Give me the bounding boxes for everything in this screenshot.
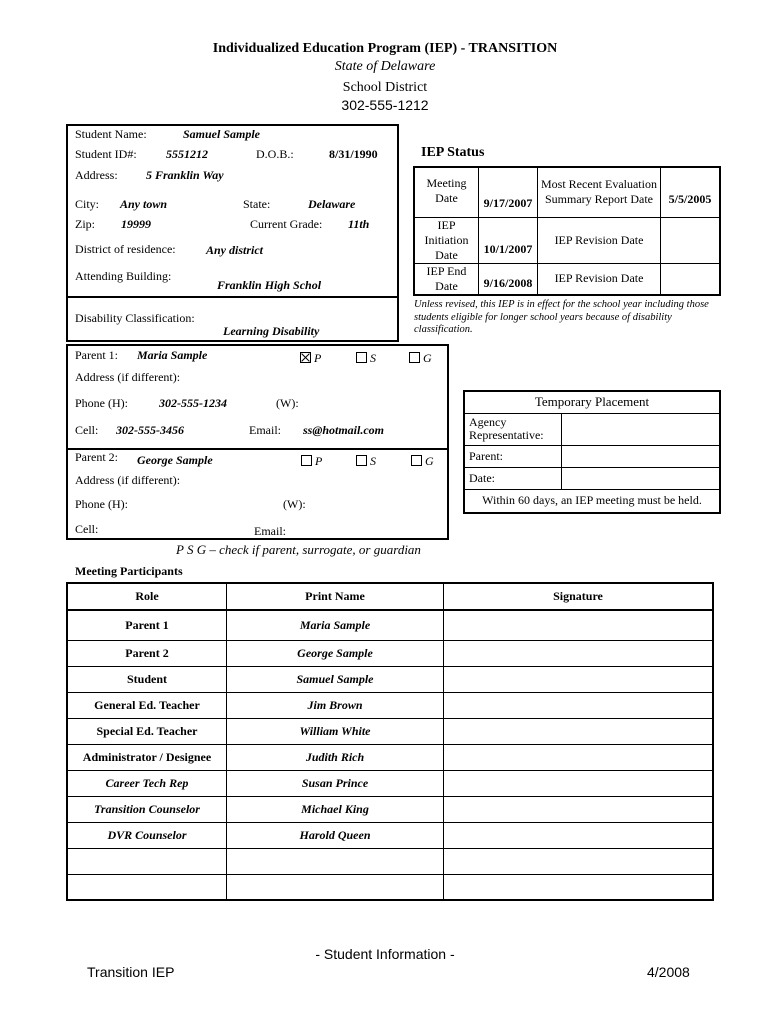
- participant-signature[interactable]: [444, 718, 714, 744]
- participant-name[interactable]: George Sample: [227, 640, 444, 666]
- parent2-email-label: Email:: [254, 524, 286, 538]
- parent2-p-checkbox[interactable]: [301, 454, 322, 469]
- dob-label: D.O.B.:: [256, 147, 294, 161]
- participant-role: [67, 874, 227, 900]
- iep-status-note: Unless revised, this IEP is in effect for the school year including those students eligible for longer school years because of disability classification.: [414, 299, 709, 335]
- parent1-email-value[interactable]: ss@hotmail.com: [303, 423, 384, 437]
- address-label: Address:: [75, 168, 118, 182]
- student-id-value[interactable]: 5551212: [166, 147, 208, 161]
- parent2-p-label: P: [315, 454, 323, 468]
- parent1-p-checkbox[interactable]: [300, 351, 321, 366]
- parent1-s-checkbox[interactable]: [356, 351, 376, 366]
- participants-table: [66, 582, 714, 901]
- district-name: School District: [342, 80, 428, 95]
- participant-role: Student: [67, 666, 227, 692]
- state-value[interactable]: Delaware: [308, 197, 356, 211]
- temp-placement-table: [463, 390, 721, 514]
- parent2-phone-h-label: Phone (H):: [75, 497, 128, 511]
- parent2-s-label: S: [370, 454, 376, 468]
- iep-status-heading: IEP Status: [421, 145, 485, 160]
- table-row: [67, 770, 713, 796]
- participant-signature[interactable]: [444, 796, 714, 822]
- agency-rep-value[interactable]: [562, 413, 721, 445]
- revision-date-label-2: IEP Revision Date: [538, 263, 661, 295]
- parent1-phone-w-label: (W):: [276, 396, 299, 410]
- participants-heading: Meeting Participants: [75, 564, 183, 578]
- participant-signature[interactable]: [444, 692, 714, 718]
- participant-role: Transition Counselor: [67, 796, 227, 822]
- parent1-label: Parent 1:: [75, 348, 118, 362]
- parent2-s-checkbox[interactable]: [356, 454, 376, 469]
- footer-left: Transition IEP: [87, 964, 175, 980]
- participant-name[interactable]: William White: [227, 718, 444, 744]
- participant-role: Parent 2: [67, 640, 227, 666]
- participant-name[interactable]: Judith Rich: [227, 744, 444, 770]
- temp-placement-title: Temporary Placement: [464, 391, 720, 413]
- eval-date-value[interactable]: 5/5/2005: [661, 167, 721, 217]
- initiation-date-label: IEP Initiation Date: [414, 217, 479, 263]
- district-phone: 302-555-1212: [341, 97, 429, 113]
- participant-signature[interactable]: [444, 770, 714, 796]
- participant-role: DVR Counselor: [67, 822, 227, 848]
- zip-value[interactable]: 19999: [121, 217, 151, 231]
- iep-status-table: [413, 166, 721, 296]
- revision-date-value-1[interactable]: [661, 217, 721, 263]
- table-row: [67, 666, 713, 692]
- table-row: [67, 610, 713, 640]
- dob-value[interactable]: 8/31/1990: [329, 147, 378, 161]
- participant-name[interactable]: [227, 874, 444, 900]
- meeting-date-value[interactable]: 9/17/2007: [479, 167, 538, 217]
- district-value[interactable]: Any district: [206, 243, 264, 257]
- meeting-date-label: Meeting Date: [414, 167, 479, 217]
- temp-date-label: Date:: [464, 467, 562, 489]
- participant-name[interactable]: Harold Queen: [227, 822, 444, 848]
- parent1-g-checkbox[interactable]: [409, 351, 432, 366]
- table-row: [67, 744, 713, 770]
- table-row: [67, 822, 713, 848]
- col-role: Role: [67, 583, 227, 610]
- end-date-label: IEP End Date: [414, 263, 479, 295]
- col-print-name: Print Name: [227, 583, 444, 610]
- participant-name[interactable]: Maria Sample: [227, 610, 444, 640]
- temp-date-value[interactable]: [562, 467, 721, 489]
- table-row: [67, 796, 713, 822]
- temp-parent-label: Parent:: [464, 445, 562, 467]
- participant-signature[interactable]: [444, 610, 714, 640]
- parent2-phone-w-label: (W):: [283, 497, 306, 511]
- table-row: [67, 640, 713, 666]
- state-label: State:: [243, 197, 271, 211]
- student-name-label: Student Name:: [75, 127, 147, 141]
- participant-role: Special Ed. Teacher: [67, 718, 227, 744]
- parent1-name[interactable]: Maria Sample: [137, 348, 208, 362]
- initiation-date-value[interactable]: 10/1/2007: [479, 217, 538, 263]
- participant-signature[interactable]: [444, 848, 714, 874]
- participant-role: Parent 1: [67, 610, 227, 640]
- table-row: [67, 692, 713, 718]
- address-value[interactable]: 5 Franklin Way: [146, 168, 224, 182]
- disability-value[interactable]: Learning Disability: [223, 324, 320, 338]
- parent1-phone-h-label: Phone (H):: [75, 396, 128, 410]
- student-name-value[interactable]: Samuel Sample: [183, 127, 261, 141]
- participant-signature[interactable]: [444, 744, 714, 770]
- participant-name[interactable]: Susan Prince: [227, 770, 444, 796]
- col-signature: Signature: [444, 583, 714, 610]
- parent1-address-label: Address (if different):: [75, 370, 181, 384]
- table-row: [67, 718, 713, 744]
- parent2-address-label: Address (if different):: [75, 473, 181, 487]
- participant-role: General Ed. Teacher: [67, 692, 227, 718]
- parent1-cell-label: Cell:: [75, 423, 99, 437]
- district-label: District of residence:: [75, 242, 176, 256]
- temp-parent-value[interactable]: [562, 445, 721, 467]
- parent1-email-label: Email:: [249, 423, 281, 437]
- participant-name[interactable]: Michael King: [227, 796, 444, 822]
- student-id-label: Student ID#:: [75, 147, 137, 161]
- parent2-cell-label: Cell:: [75, 522, 99, 536]
- participant-role: [67, 848, 227, 874]
- parent2-name[interactable]: George Sample: [137, 453, 213, 467]
- participant-name[interactable]: [227, 848, 444, 874]
- participant-name[interactable]: Jim Brown: [227, 692, 444, 718]
- grade-label: Current Grade:: [250, 217, 323, 231]
- building-label: Attending Building:: [75, 269, 172, 283]
- participant-signature[interactable]: [444, 874, 714, 900]
- parent1-phone-h-value[interactable]: 302-555-1234: [159, 396, 227, 410]
- participant-role: Administrator / Designee: [67, 744, 227, 770]
- city-label: City:: [75, 197, 100, 211]
- page-title: Individualized Education Program (IEP) - TRANSITION: [212, 41, 558, 56]
- participant-signature[interactable]: [444, 666, 714, 692]
- revision-date-label-1: IEP Revision Date: [538, 217, 661, 263]
- state-name: State of Delaware: [334, 59, 436, 74]
- participant-signature[interactable]: [444, 640, 714, 666]
- agency-rep-label: Agency Representative:: [464, 413, 562, 445]
- table-row: [67, 874, 713, 900]
- footer-right: 4/2008: [647, 964, 690, 980]
- participant-role: Career Tech Rep: [67, 770, 227, 796]
- parent2-g-label: G: [425, 454, 434, 468]
- disability-label: Disability Classification:: [75, 311, 195, 325]
- parent2-g-checkbox[interactable]: [411, 454, 434, 469]
- participant-signature[interactable]: [444, 822, 714, 848]
- parent1-g-label: G: [423, 351, 432, 365]
- revision-date-value-2[interactable]: [661, 263, 721, 295]
- grade-value[interactable]: 11th: [348, 217, 370, 231]
- zip-label: Zip:: [75, 217, 95, 231]
- city-value[interactable]: Any town: [120, 197, 168, 211]
- temp-placement-note: Within 60 days, an IEP meeting must be held.: [464, 489, 720, 513]
- parent2-label: Parent 2:: [75, 450, 118, 464]
- psg-note: P S G – check if parent, surrogate, or guardian: [176, 542, 421, 557]
- parent1-p-label: P: [314, 351, 322, 365]
- building-value[interactable]: Franklin High Schol: [217, 278, 322, 292]
- eval-date-label: Most Recent Evaluation Summary Report Date: [538, 167, 661, 217]
- parent1-s-label: S: [370, 351, 376, 365]
- table-row: [67, 848, 713, 874]
- section-label: - Student Information -: [315, 946, 455, 962]
- end-date-value[interactable]: 9/16/2008: [479, 263, 538, 295]
- parent1-cell-value[interactable]: 302-555-3456: [116, 423, 184, 437]
- participant-name[interactable]: Samuel Sample: [227, 666, 444, 692]
